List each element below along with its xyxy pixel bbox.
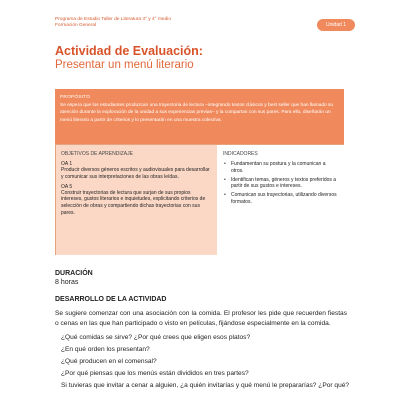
- indicadores-column: [217, 145, 344, 255]
- indicadores-heading: INDICADORES: [223, 151, 258, 157]
- page-title: Actividad de Evaluación:: [55, 44, 203, 58]
- header-program: [55, 17, 171, 30]
- formation-line: Formación General: [55, 23, 97, 29]
- indicador-item: • Fundamentan su postura y la comunican a otros.: [223, 161, 338, 175]
- duracion-value: 8 horas: [55, 279, 79, 286]
- oa-text: Producir diversos géneros escritos y audiovisuales para desarrollar y comunicar sus interpretaciones de las obras leídas.: [61, 167, 210, 180]
- objetivos-column: [56, 145, 217, 255]
- question-item: ¿Qué producen en el comensal?: [61, 358, 157, 365]
- desarrollo-heading: DESARROLLO DE LA ACTIVIDAD: [55, 296, 167, 303]
- oa-label: OA 1: [61, 161, 73, 167]
- objectives-indicators-table: [55, 144, 344, 255]
- oa-label: OA 5: [61, 183, 73, 190]
- question-item: ¿En qué orden los presentan?: [61, 346, 150, 353]
- program-line: Programa de Estudio Taller de Literatura 3° y 4° medio: [55, 17, 172, 22]
- question-item: ¿Qué comidas se sirve? ¿Por qué crees que eligen esos platos?: [61, 334, 251, 341]
- proposito-box: [55, 89, 344, 144]
- indicadores-list: [223, 161, 338, 206]
- oa-text: Construir trayectorias de lectura que surjan de sus propios intereses, gustos literarios e inquietudes, explicitando criterios de selección de obras y compartiendo dichas trayectorias con sus pares.: [61, 189, 206, 216]
- indicador-item: • Comunican sus trayectorias, utilizando diversos formatos.: [223, 192, 338, 206]
- page-subtitle: Presentar un menú literario: [55, 59, 194, 71]
- question-item: ¿Por qué piensas que los menús están divididos en tres partes?: [61, 370, 249, 377]
- question-item: Si tuvieras que invitar a cenar a alguien, ¿a quién invitarías y qué menú le prepararías? ¿Por qué?: [61, 382, 350, 389]
- desarrollo-intro: Se sugiere comenzar con una asociación con la comida. El profesor les pide que recuerden fiestas o cenas en las que han participado o visto en películas, fijándose especialmente en la comida.: [55, 310, 347, 327]
- unit-badge: Unidad 1: [317, 19, 355, 31]
- proposito-heading: PROPÓSITO: [60, 95, 91, 100]
- indicador-item: • Identifican temas, géneros y textos preferidos a partir de sus gustos e intereses.: [223, 177, 338, 191]
- duracion-heading: DURACIÓN: [55, 270, 93, 277]
- objetivos-heading: OBJETIVOS DE APRENDIZAJE: [61, 151, 133, 157]
- proposito-body: Se espera que los estudiantes produzcan una trayectoria de lectura –integrando textos clásicos y best seller que han llamado su atención durante la exploración de la unidad a sus experiencias previas– y la compartan con sus pares. Para ello, diseñarán un menú literario a partir de criterios y lo presentarán en una muestra colectiva.: [60, 103, 334, 123]
